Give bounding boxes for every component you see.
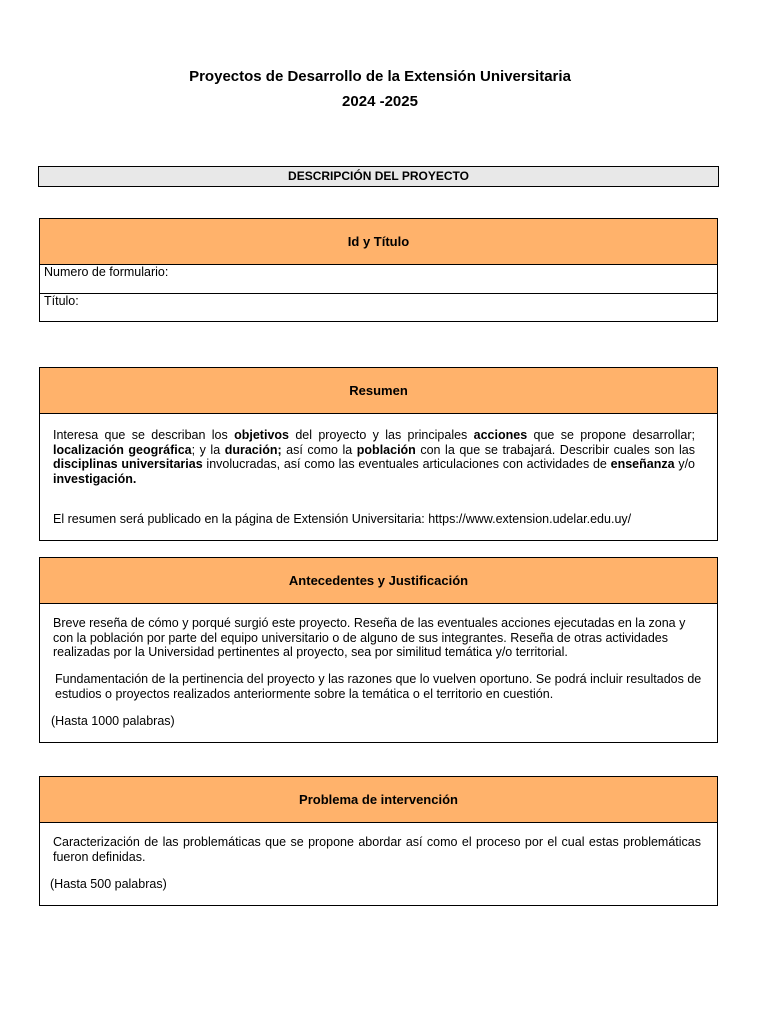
antecedentes-word-limit: (Hasta 1000 palabras)	[51, 714, 175, 728]
section-id-titulo-heading: Id y Título	[40, 219, 717, 265]
document-title: Proyectos de Desarrollo de la Extensión Universitaria	[189, 68, 571, 85]
section-problema	[39, 776, 718, 906]
section-id-titulo	[39, 218, 718, 322]
document-period: 2024 -2025	[342, 93, 418, 110]
title-field[interactable]	[40, 293, 717, 321]
section-problema-heading: Problema de intervención	[40, 777, 717, 823]
problema-paragraph: Caracterización de las problemáticas que se propone abordar así como el proceso por el cual estas problemáticas fueron definidas.	[53, 835, 701, 864]
section-antecedentes	[39, 557, 718, 743]
problema-word-limit: (Hasta 500 palabras)	[50, 877, 167, 891]
resumen-publication-note: El resumen será publicado en la página de Extensión Universitaria: https://www.extension.udelar.edu.uy/	[53, 512, 632, 526]
antecedentes-paragraph-2: Fundamentación de la pertinencia del proyecto y las razones que lo vuelven oportuno. Se podrá incluir resultados de estudios o proyectos realizados anteriormente sobre la temática o el territorio en cuestión.	[55, 672, 702, 701]
title-label: Título:	[44, 294, 79, 308]
antecedentes-paragraph-1: Breve reseña de cómo y porqué surgió este proyecto. Reseña de las eventuales acciones ejecutadas en la zona y con la población por parte del equipo universitario o de alguno de sus integrantes. Reseña de otras actividades realizadas por la Universidad pertinentes al proyecto, sea por similitud temática y/o territorial.	[53, 616, 686, 659]
section-antecedentes-heading: Antecedentes y Justificación	[40, 558, 717, 604]
section-resumen	[39, 367, 718, 541]
form-number-field[interactable]	[40, 265, 717, 293]
section-resumen-heading: Resumen	[40, 368, 717, 414]
form-number-label: Numero de formulario:	[44, 265, 169, 279]
description-bar: DESCRIPCIÓN DEL PROYECTO	[38, 166, 719, 187]
resumen-instructions: Interesa que se describan los objetivos del proyecto y las principales acciones que se propone desarrollar; localización geográfica; y la duración; así como la población con la que se trabajará. Describir cuales son las disciplinas universitarias involucradas, así como las eventuales articulaciones con actividades de enseñanza y/o investigación.	[53, 428, 695, 486]
